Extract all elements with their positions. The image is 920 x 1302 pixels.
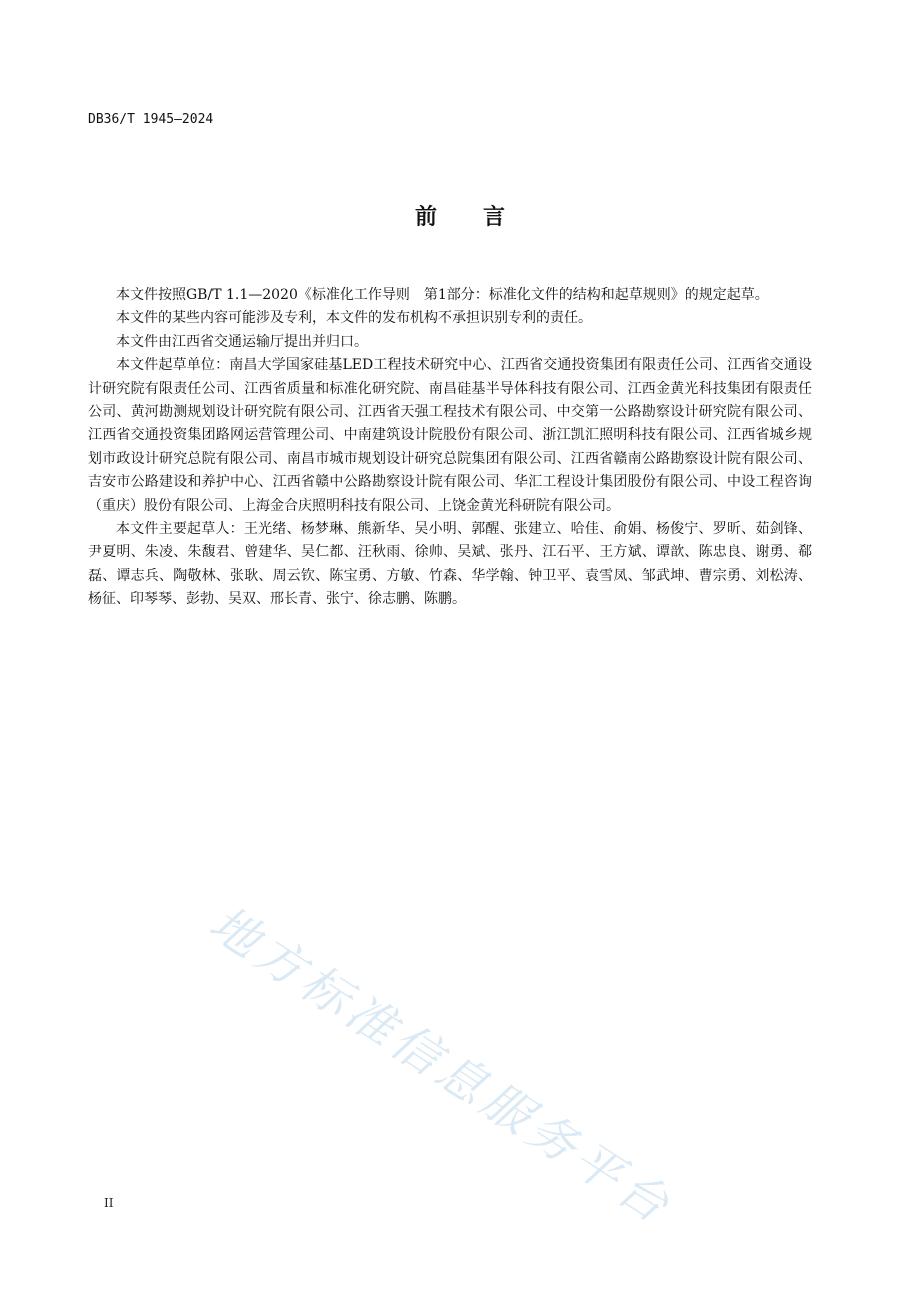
document-code: DB36/T 1945—2024	[88, 112, 214, 127]
paragraph-drafting-rule: 本文件按照GB/T 1.1—2020《标准化工作导则 第1部分：标准化文件的结构和起草规则》的规定起草。	[116, 287, 769, 303]
paragraph-proposer: 本文件由江西省交通运输厅提出并归口。	[116, 333, 368, 350]
document-body	[88, 284, 812, 612]
paragraph-drafters: 本文件主要起草人：王光绪、杨梦琳、熊新华、吴小明、郭醒、张建立、哈佳、俞娟、杨俊宁、罗昕、茹剑锋、尹夏明、朱凌、朱馥君、曾建华、吴仁都、汪秋雨、徐帅、吴斌、张丹、江石平、王方斌、谭歆、陈忠良、谢勇、郗磊、谭志兵、陶敬林、张耿、周云钦、陈宝勇、方敏、竹森、华学翰、钟卫平、袁雪凤、邹武坤、曹宗勇、刘松涛、杨征、印琴琴、彭勃、吴双、邢长青、张宁、徐志鹏、陈鹏。	[88, 521, 812, 608]
paragraph-drafting-units: 本文件起草单位：南昌大学国家硅基LED工程技术研究中心、江西省交通投资集团有限责任公司、江西省交通设计研究院有限责任公司、江西省质量和标准化研究院、南昌硅基半导体科技有限公司、江西金黄光科技集团有限责任公司、黄河勘测规划设计研究院有限公司、江西省天强工程技术有限公司、中交第一公路勘察设计研究院有限公司、江西省交通投资集团路网运营管理公司、中南建筑设计院股份有限公司、浙江凯汇照明科技有限公司、江西省城乡规划市政设计研究总院有限公司、南昌市城市规划设计研究总院集团有限公司、江西省赣南公路勘察设计院有限公司、吉安市公路建设和养护中心、江西省赣中公路勘察设计院有限公司、华汇工程设计集团股份有限公司、中设工程咨询（重庆）股份有限公司、上海金合庆照明科技有限公司、上饶金黄光科研院有限公司。	[88, 357, 812, 514]
page-number: II	[104, 1196, 114, 1210]
page-title: 前言	[414, 205, 551, 230]
watermark-text: 地方标准信息服务平台	[199, 895, 683, 1237]
paragraph-patent-notice: 本文件的某些内容可能涉及专利，本文件的发布机构不承担识别专利的责任。	[116, 310, 592, 327]
